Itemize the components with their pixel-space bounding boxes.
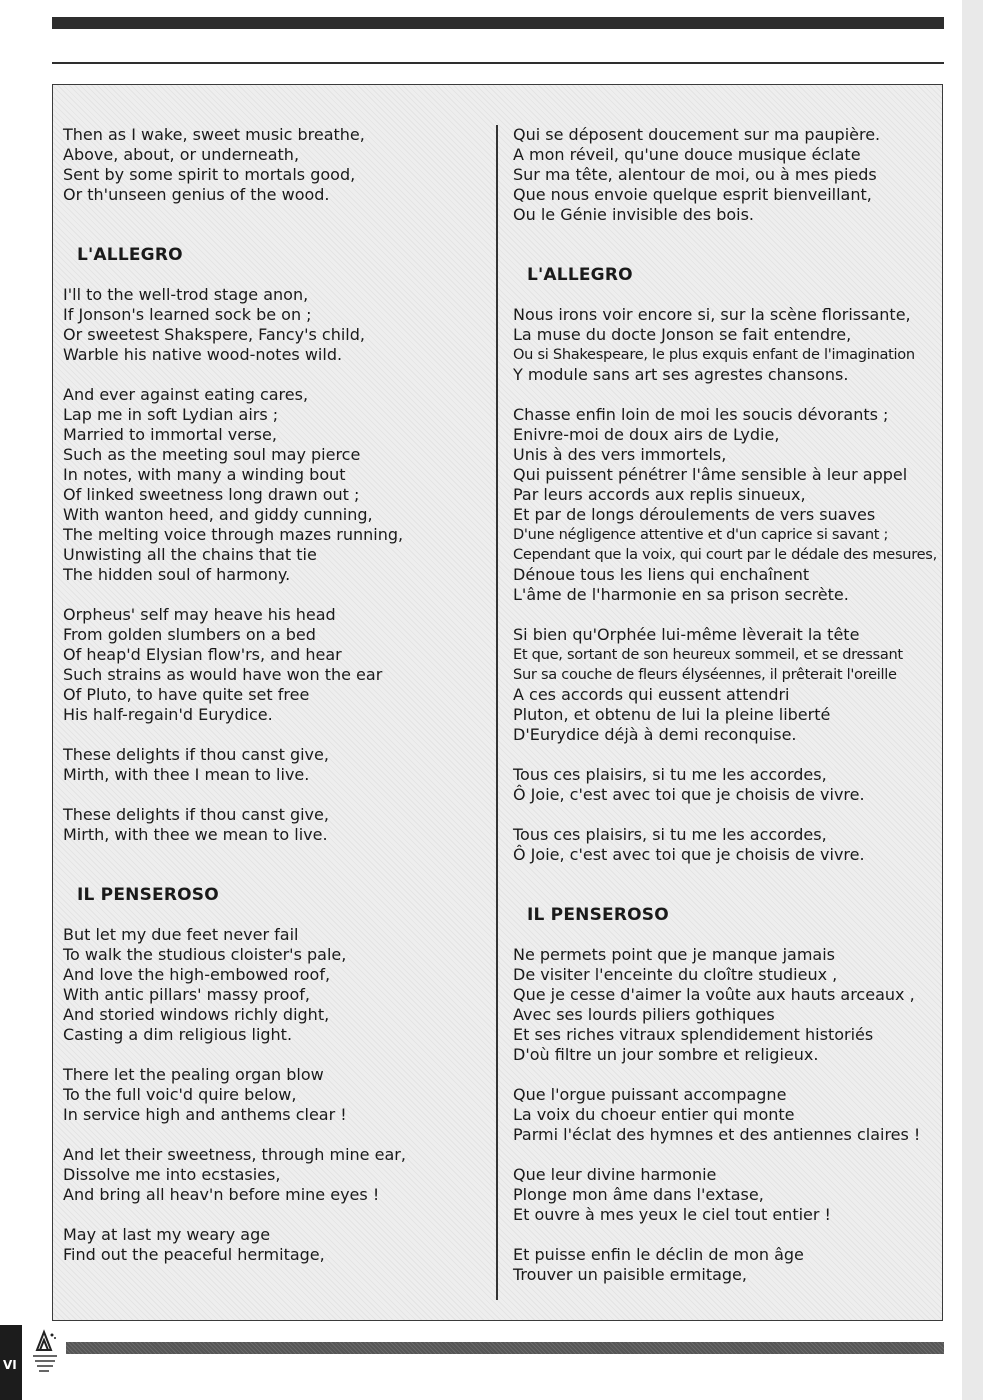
section-heading: L'ALLEGRO [527,265,633,285]
verse-line: Que leur divine harmonie [513,1165,717,1184]
verse-line: Qui se déposent doucement sur ma paupière. [513,125,881,144]
verse-line: Si bien qu'Orphée lui-même lèverait la tête [513,625,860,644]
verse-line: And storied windows richly dight, [63,1005,330,1024]
page-number: VI [3,1358,17,1372]
section-heading: IL PENSEROSO [77,885,219,905]
verse-line: And let their sweetness, through mine ear, [63,1145,406,1164]
verse-line: Et par de longs déroulements de vers suaves [513,505,876,524]
stanza [513,765,937,805]
verse-line: De visiter l'enceinte du cloître studieux , [513,965,838,984]
verse-line: To walk the studious cloister's pale, [63,945,347,964]
stanza [513,1165,937,1225]
verse-line: Mirth, with thee we mean to live. [63,825,328,844]
stanza [63,805,483,845]
verse-line: His half-regain'd Eurydice. [63,705,273,724]
header-bar [52,17,944,29]
stanza [513,1085,937,1145]
verse-line: Parmi l'éclat des hymnes et des antiennes claires ! [513,1125,921,1144]
verse-line: Of heap'd Elysian flow'rs, and hear [63,645,342,664]
verse-line: Et puisse enfin le déclin de mon âge [513,1245,804,1264]
verse-line: Such as the meeting soul may pierce [63,445,361,464]
section-heading: IL PENSEROSO [527,905,669,925]
verse-line: From golden slumbers on a bed [63,625,316,644]
stanza [63,745,483,785]
verse-line: Find out the peaceful hermitage, [63,1245,325,1264]
verse-line: Cependant que la voix, qui court par le dédale des mesures, [513,546,937,563]
verse-line: Plonge mon âme dans l'extase, [513,1185,764,1204]
verse-line: Et ses riches vitraux splendidement historiés [513,1025,874,1044]
verse-line: Orpheus' self may heave his head [63,605,336,624]
verse-line: The hidden soul of harmony. [63,565,291,584]
verse-line: Above, about, or underneath, [63,145,300,164]
stanza [63,1225,483,1265]
verse-line: Et ouvre à mes yeux le ciel tout entier ! [513,1205,831,1224]
stanza [63,605,483,725]
verse-line: La muse du docte Jonson se fait entendre, [513,325,852,344]
verse-line: Que l'orgue puissant accompagne [513,1085,787,1104]
verse-line: Dissolve me into ecstasies, [63,1165,281,1184]
stanza [513,1245,937,1285]
verse-line: In notes, with many a winding bout [63,465,346,484]
footer-bar [66,1342,944,1354]
verse-line: Of Pluto, to have quite set free [63,685,310,704]
verse-line: Qui puissent pénétrer l'âme sensible à leur appel [513,465,908,484]
verse-line: L'âme de l'harmonie en sa prison secrète. [513,585,849,604]
french-column [513,125,937,1305]
verse-line: I'll to the well-trod stage anon, [63,285,309,304]
verse-line: Ô Joie, c'est avec toi que je choisis de vivre. [513,785,865,804]
stanza [513,125,937,225]
lyrics-panel [52,84,943,1321]
verse-line: With antic pillars' massy proof, [63,985,310,1004]
verse-line: Avec ses lourds piliers gothiques [513,1005,775,1024]
stanza [63,285,483,365]
verse-line: Sur ma tête, alentour de moi, ou à mes pieds [513,165,877,184]
verse-line: Such strains as would have won the ear [63,665,383,684]
verse-line: Ou si Shakespeare, le plus exquis enfant de l'imagination [513,346,915,363]
column-divider [496,125,498,1300]
verse-line: Of linked sweetness long drawn out ; [63,485,360,504]
verse-line: Ô Joie, c'est avec toi que je choisis de vivre. [513,845,865,864]
english-column [63,125,483,1285]
verse-line: And love the high-embowed roof, [63,965,331,984]
stanza [513,405,937,605]
verse-line: Trouver un paisible ermitage, [513,1265,747,1284]
verse-line: Sur sa couche de fleurs élyséennes, il prêterait l'oreille [513,666,897,683]
verse-line: Que nous envoie quelque esprit bienveillant, [513,185,872,204]
verse-line: Unwisting all the chains that tie [63,545,317,564]
verse-line: Tous ces plaisirs, si tu me les accordes, [513,765,827,784]
stanza [513,945,937,1065]
verse-line: Then as I wake, sweet music breathe, [63,125,365,144]
verse-line: A mon réveil, qu'une douce musique éclate [513,145,861,164]
verse-line: Par leurs accords aux replis sinueux, [513,485,806,504]
verse-line: These delights if thou canst give, [63,745,329,764]
publisher-logo [29,1326,63,1376]
verse-line: Enivre-moi de doux airs de Lydie, [513,425,780,444]
verse-line: Married to immortal verse, [63,425,277,444]
verse-line: Or sweetest Shakspere, Fancy's child, [63,325,365,344]
stanza [513,825,937,865]
verse-line: A ces accords qui eussent attendri [513,685,790,704]
verse-line: To the full voic'd quire below, [63,1085,297,1104]
verse-line: Y module sans art ses agrestes chansons. [513,365,849,384]
verse-line: In service high and anthems clear ! [63,1105,347,1124]
verse-line: And bring all heav'n before mine eyes ! [63,1185,380,1204]
header-rule [52,62,944,64]
section-heading: L'ALLEGRO [77,245,183,265]
stanza [63,925,483,1045]
verse-line: The melting voice through mazes running, [63,525,404,544]
verse-line: Chasse enfin loin de moi les soucis dévorants ; [513,405,889,424]
stanza [63,385,483,585]
verse-line: D'une négligence attentive et d'un caprice si savant ; [513,526,889,543]
verse-line: If Jonson's learned sock be on ; [63,305,312,324]
verse-line: D'Eurydice déjà à demi reconquise. [513,725,797,744]
verse-line: Tous ces plaisirs, si tu me les accordes, [513,825,827,844]
verse-line: Dénoue tous les liens qui enchaînent [513,565,810,584]
verse-line: Unis à des vers immortels, [513,445,727,464]
verse-line: Warble his native wood-notes wild. [63,345,343,364]
verse-line: Sent by some spirit to mortals good, [63,165,356,184]
verse-line: Et que, sortant de son heureux sommeil, et se dressant [513,646,903,663]
verse-line: Mirth, with thee I mean to live. [63,765,310,784]
stanza [513,305,937,385]
verse-line: With wanton heed, and giddy cunning, [63,505,373,524]
verse-line: Nous irons voir encore si, sur la scène florissante, [513,305,911,324]
verse-line: There let the pealing organ blow [63,1065,324,1084]
verse-line: Ou le Génie invisible des bois. [513,205,754,224]
verse-line: Lap me in soft Lydian airs ; [63,405,279,424]
verse-line: These delights if thou canst give, [63,805,329,824]
stanza [513,625,937,745]
verse-line: And ever against eating cares, [63,385,309,404]
verse-line: D'où filtre un jour sombre et religieux. [513,1045,819,1064]
stanza [63,125,483,205]
page-edge-shadow [962,0,983,1400]
verse-line: Que je cesse d'aimer la voûte aux hauts arceaux , [513,985,915,1004]
verse-line: Pluton, et obtenu de lui la pleine liberté [513,705,831,724]
verse-line: May at last my weary age [63,1225,271,1244]
stanza [63,1145,483,1205]
verse-line: Casting a dim religious light. [63,1025,293,1044]
verse-line: Or th'unseen genius of the wood. [63,185,330,204]
stanza [63,1065,483,1125]
verse-line: Ne permets point que je manque jamais [513,945,835,964]
verse-line: But let my due feet never fail [63,925,299,944]
verse-line: La voix du choeur entier qui monte [513,1105,795,1124]
